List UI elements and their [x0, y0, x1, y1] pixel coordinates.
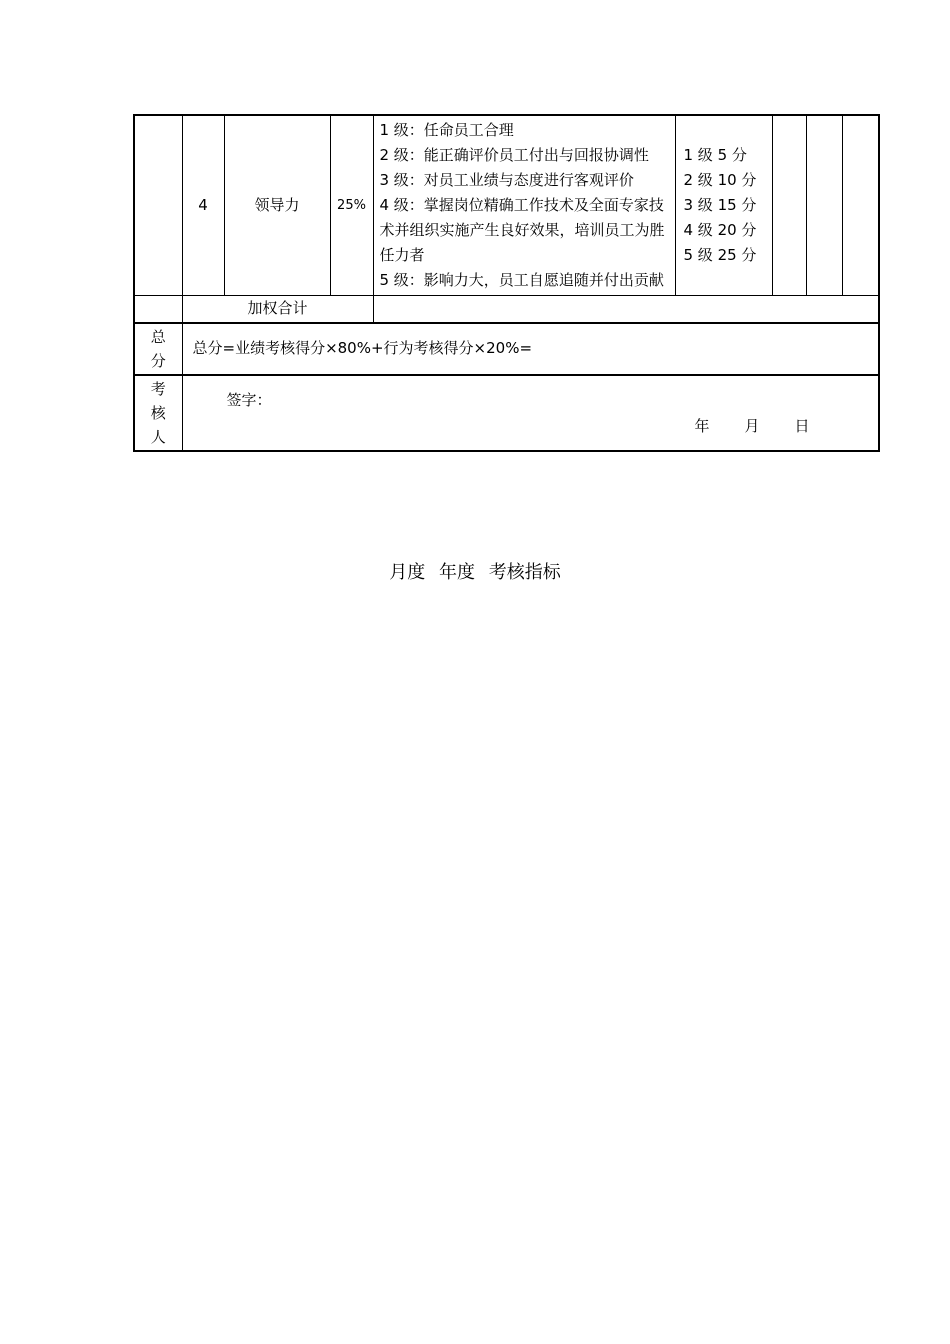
weighted-total-value[interactable]	[373, 296, 879, 323]
weighted-total-blank-cell	[134, 296, 182, 323]
weighted-total-row	[134, 296, 879, 323]
score-level-5: 5 级 25 分	[683, 246, 757, 264]
manager-score-cell[interactable]	[806, 115, 842, 296]
criteria-level-2: 2 级：能正确评价员工付出与回报协调性	[379, 146, 649, 164]
reviewer-row	[134, 375, 879, 451]
final-score-cell[interactable]	[842, 115, 879, 296]
appraisal-table-container	[133, 114, 878, 452]
item-weight: 25%	[330, 115, 373, 296]
score-level-3: 3 级 15 分	[683, 196, 757, 214]
criteria-level-3: 3 级：对员工业绩与态度进行客观评价	[379, 171, 634, 189]
reviewer-label: 考 核 人	[134, 375, 182, 451]
self-score-cell[interactable]	[772, 115, 806, 296]
document-footer-title	[0, 558, 950, 584]
criteria-cell	[373, 115, 675, 296]
signature-cell[interactable]	[182, 375, 879, 451]
appraisal-table	[133, 114, 880, 452]
item-number: 4	[182, 115, 224, 296]
date-month: 月	[744, 416, 760, 435]
footer-indicators: 考核指标	[488, 562, 561, 583]
total-score-label: 总 分	[134, 323, 182, 375]
date-day: 日	[794, 416, 810, 435]
footer-monthly: 月度	[389, 562, 426, 583]
footer-annual: 年度	[439, 562, 475, 583]
category-cell	[134, 115, 182, 296]
criteria-level-4: 4 级：掌握岗位精确工作技术及全面专家技术并组织实施产生良好效果，培训员工为胜任力者	[379, 196, 665, 264]
score-level-2: 2 级 10 分	[683, 171, 757, 189]
date-year: 年	[694, 416, 710, 435]
score-level-4: 4 级 20 分	[683, 221, 757, 239]
score-level-1: 1 级 5 分	[683, 146, 747, 164]
item-name: 领导力	[224, 115, 330, 296]
signature-label: 签字：	[226, 390, 272, 409]
criteria-level-5: 5 级：影响力大，员工自愿追随并付出贡献	[379, 271, 664, 289]
weighted-total-label: 加权合计	[182, 296, 373, 323]
total-score-formula[interactable]: 总分=业绩考核得分×80%+行为考核得分×20%=	[182, 323, 879, 375]
scores-cell	[675, 115, 772, 296]
total-score-row	[134, 323, 879, 375]
leadership-row	[134, 115, 879, 296]
criteria-level-1: 1 级：任命员工合理	[379, 121, 514, 139]
date-field	[695, 414, 810, 439]
